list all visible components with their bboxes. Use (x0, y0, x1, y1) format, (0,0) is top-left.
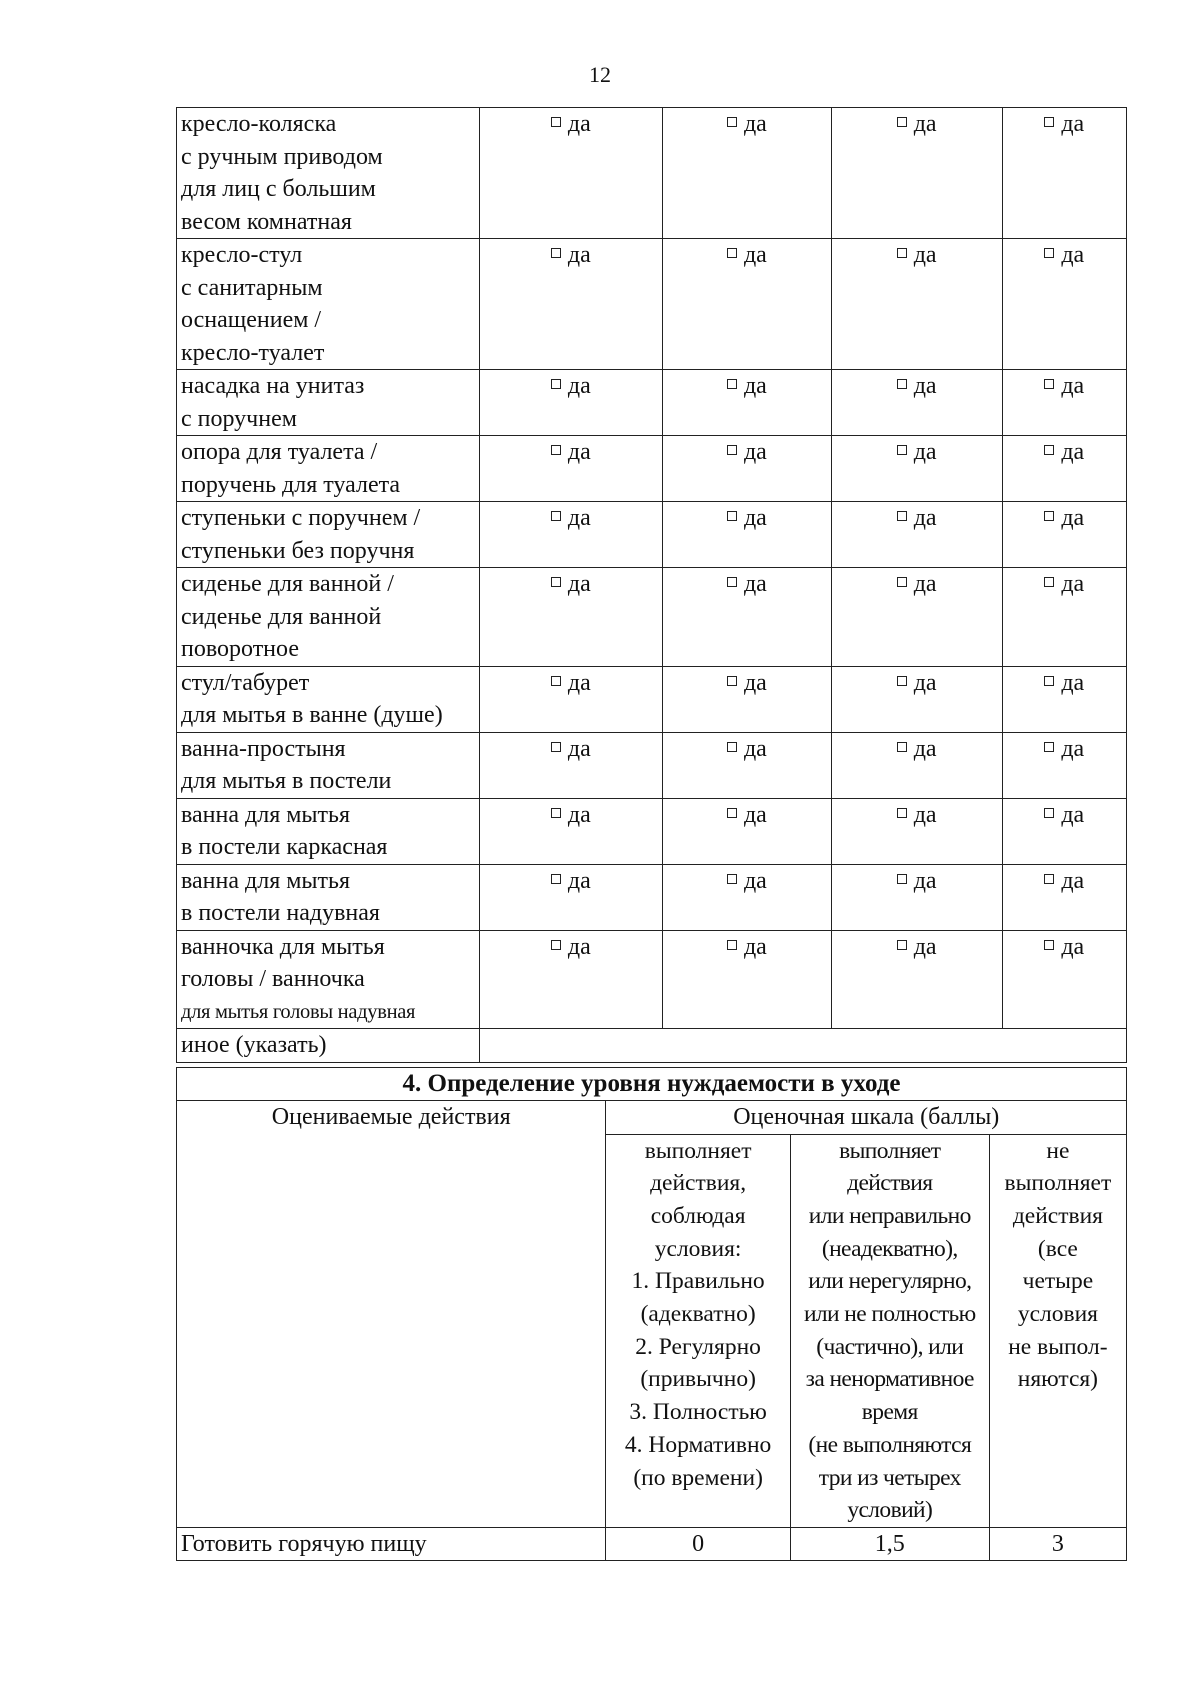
option-label: да (567, 242, 591, 268)
aid-row (177, 436, 1127, 502)
option-label: да (913, 571, 937, 597)
aid-name (177, 370, 480, 436)
aid-row (177, 732, 1127, 798)
aid-name-line: в постели каркасная (181, 834, 388, 860)
checkbox-icon[interactable] (551, 808, 561, 818)
option-cell (831, 436, 1002, 502)
aid-row (177, 666, 1127, 732)
aid-name-line: стул/табурет (181, 669, 310, 696)
option-cell (831, 370, 1002, 436)
scale-line: (неадекватно), (821, 1235, 958, 1262)
checkbox-icon[interactable] (897, 511, 907, 521)
scale-line: за ненормативное (805, 1366, 974, 1393)
option-label: да (743, 933, 767, 960)
option-label: да (1061, 933, 1085, 960)
aid-name (177, 436, 480, 502)
scale-line: (не выполняются (808, 1431, 972, 1458)
checkbox-icon[interactable] (551, 940, 561, 950)
option-cell (479, 239, 662, 370)
checkbox-icon[interactable] (1044, 742, 1054, 752)
option-label: да (913, 669, 937, 696)
checkbox-icon[interactable] (1044, 117, 1054, 127)
checkbox-icon[interactable] (1044, 511, 1054, 521)
option-label: да (567, 505, 591, 531)
checkbox-icon[interactable] (727, 874, 737, 884)
option-cell (831, 732, 1002, 798)
option-cell (479, 732, 662, 798)
checkbox-icon[interactable] (1044, 445, 1054, 455)
aid-name (177, 666, 480, 732)
aid-name-line: с поручнем (181, 405, 297, 432)
scale-line: выполняет (1004, 1170, 1112, 1197)
option-cell (663, 239, 832, 370)
aid-name-line: с санитарным (181, 274, 323, 301)
section-title: 4. Определение уровня нуждаемости в уходе (177, 1068, 1127, 1101)
checkbox-icon[interactable] (1044, 874, 1054, 884)
other-specify-field[interactable] (479, 1029, 1126, 1063)
score-cell: 3 (989, 1527, 1126, 1561)
option-label: да (913, 373, 937, 399)
checkbox-icon[interactable] (897, 940, 907, 950)
option-cell (1002, 930, 1126, 1029)
aid-row (177, 798, 1127, 864)
option-cell (1002, 798, 1126, 864)
scale-line: действия (847, 1170, 933, 1197)
scale-line: (адекватно) (640, 1301, 756, 1328)
aid-name-line: в постели надувная (181, 900, 380, 926)
option-cell (1002, 436, 1126, 502)
scale-column-0 (606, 1134, 790, 1527)
checkbox-icon[interactable] (897, 117, 907, 127)
option-label: да (1061, 439, 1085, 465)
aid-row (177, 568, 1127, 667)
option-cell (479, 568, 662, 667)
option-cell (831, 239, 1002, 370)
scale-line: (привычно) (640, 1366, 756, 1393)
aid-name-line: насадка на унитаз (181, 373, 365, 399)
option-label: да (743, 505, 767, 531)
other-label: иное (указать) (177, 1029, 480, 1063)
aid-name-line: кресло-коляска (181, 111, 337, 137)
option-label: да (567, 867, 591, 894)
option-label: да (567, 373, 591, 399)
option-label: да (567, 111, 591, 137)
option-label: да (1061, 801, 1085, 828)
checkbox-icon[interactable] (551, 577, 561, 587)
aid-name-line: опора для туалета / (181, 439, 378, 465)
aid-name-line: головы / ванночка (181, 966, 365, 992)
scale-line: 3. Полностью (629, 1399, 767, 1426)
option-cell (831, 864, 1002, 930)
aid-row (177, 502, 1127, 568)
option-cell (831, 502, 1002, 568)
scale-line: условия (1017, 1301, 1098, 1328)
option-cell (1002, 108, 1126, 239)
technical-aids-table (176, 107, 1127, 1063)
aid-name (177, 502, 480, 568)
option-cell (479, 370, 662, 436)
option-label: да (743, 735, 767, 762)
option-label: да (913, 801, 937, 828)
option-cell (663, 568, 832, 667)
option-label: да (913, 111, 937, 137)
option-label: да (913, 505, 937, 531)
option-label: да (1061, 242, 1085, 268)
checkbox-icon[interactable] (727, 577, 737, 587)
option-cell (479, 108, 662, 239)
checkbox-icon[interactable] (897, 874, 907, 884)
aid-row (177, 239, 1127, 370)
option-label: да (1061, 735, 1085, 762)
aid-name-line: ступеньки без поручня (181, 537, 415, 564)
checkbox-icon[interactable] (897, 445, 907, 455)
option-label: да (743, 439, 767, 465)
option-cell (663, 666, 832, 732)
scale-line: выполняет (839, 1137, 941, 1164)
checkbox-icon[interactable] (1044, 676, 1054, 686)
option-cell (479, 666, 662, 732)
checkbox-icon[interactable] (551, 511, 561, 521)
aid-name-line: с ручным приводом (181, 143, 383, 170)
aid-name-line: ванна-простыня (181, 735, 346, 762)
option-label: да (567, 439, 591, 465)
option-label: да (567, 669, 591, 696)
scale-line: действия, (650, 1170, 747, 1197)
aid-name (177, 930, 480, 1029)
option-label: да (743, 111, 767, 137)
option-cell (1002, 864, 1126, 930)
checkbox-icon[interactable] (727, 676, 737, 686)
option-label: да (1061, 867, 1085, 894)
checkbox-icon[interactable] (897, 808, 907, 818)
scale-line: или нерегулярно, (808, 1268, 972, 1295)
checkbox-icon[interactable] (1044, 379, 1054, 389)
option-cell (831, 666, 1002, 732)
scale-line: условий) (847, 1497, 933, 1524)
scale-line: 1. Правильно (631, 1268, 765, 1295)
checkbox-icon[interactable] (897, 577, 907, 587)
aid-name (177, 239, 480, 370)
checkbox-icon[interactable] (727, 379, 737, 389)
aid-name (177, 568, 480, 667)
option-label: да (1061, 111, 1085, 137)
option-cell (831, 798, 1002, 864)
option-label: да (743, 867, 767, 894)
option-label: да (913, 242, 937, 268)
option-label: да (567, 571, 591, 597)
aid-name-line: для лиц с большим (181, 176, 376, 202)
scale-line: или неправильно (808, 1202, 971, 1229)
option-cell (1002, 666, 1126, 732)
aid-row (177, 864, 1127, 930)
option-cell (663, 930, 832, 1029)
checkbox-icon[interactable] (897, 379, 907, 389)
option-label: да (1061, 505, 1085, 531)
checkbox-icon[interactable] (727, 940, 737, 950)
aid-name-line: сиденье для ванной (181, 603, 382, 630)
option-label: да (913, 735, 937, 762)
aid-name-line: сиденье для ванной / (181, 571, 394, 597)
aid-name-line: ванна для мытья (181, 867, 351, 894)
option-cell (1002, 568, 1126, 667)
actions-header: Оцениваемые действия (177, 1101, 606, 1528)
aid-name (177, 864, 480, 930)
aid-name (177, 108, 480, 239)
aid-name-line: для мытья в ванне (душе) (181, 702, 443, 728)
checkbox-icon[interactable] (551, 874, 561, 884)
scale-line: выполняет (644, 1137, 752, 1164)
option-cell (479, 864, 662, 930)
care-header-row (177, 1101, 1127, 1135)
aid-name-line: поворотное (181, 636, 299, 662)
option-cell (663, 436, 832, 502)
aid-name-line: ступеньки с поручнем / (181, 505, 421, 531)
option-cell (1002, 370, 1126, 436)
checkbox-icon[interactable] (551, 248, 561, 258)
option-label: да (567, 933, 591, 960)
aid-name-line: ванна для мытья (181, 801, 351, 828)
checkbox-icon[interactable] (1044, 940, 1054, 950)
checkbox-icon[interactable] (551, 676, 561, 686)
aid-name-line: весом комнатная (181, 208, 352, 235)
checkbox-icon[interactable] (727, 117, 737, 127)
scale-line: время (861, 1399, 918, 1426)
aid-row (177, 108, 1127, 239)
option-label: да (567, 735, 591, 762)
scale-line: действия (1012, 1202, 1103, 1229)
checkbox-icon[interactable] (551, 742, 561, 752)
option-cell (663, 502, 832, 568)
option-cell (663, 370, 832, 436)
scale-line: четыре (1022, 1268, 1094, 1295)
scale-line: няются) (1017, 1366, 1099, 1393)
checkbox-icon[interactable] (1044, 808, 1054, 818)
checkbox-icon[interactable] (897, 248, 907, 258)
option-label: да (743, 801, 767, 828)
checkbox-icon[interactable] (1044, 248, 1054, 258)
aid-name-line: кресло-стул (181, 242, 303, 268)
scale-column-2 (989, 1134, 1126, 1527)
checkbox-icon[interactable] (727, 742, 737, 752)
checkbox-icon[interactable] (897, 742, 907, 752)
option-cell (479, 798, 662, 864)
scale-header: Оценочная шкала (баллы) (606, 1101, 1127, 1135)
option-cell (663, 798, 832, 864)
option-cell (479, 502, 662, 568)
checkbox-icon[interactable] (727, 808, 737, 818)
checkbox-icon[interactable] (1044, 577, 1054, 587)
option-label: да (913, 439, 937, 465)
option-cell (663, 108, 832, 239)
aid-name-line: ванночка для мытья (181, 933, 385, 960)
score-cell: 0 (606, 1527, 790, 1561)
option-label: да (913, 933, 937, 960)
aid-row (177, 930, 1127, 1029)
aid-name-line: для мытья в постели (181, 768, 392, 794)
scale-line: не выпол- (1008, 1333, 1108, 1360)
score-cell: 1,5 (790, 1527, 989, 1561)
option-label: да (743, 242, 767, 268)
action-name: Готовить горячую пищу (177, 1527, 606, 1561)
aid-name-line: для мытья головы надувная (181, 1000, 416, 1023)
option-cell (663, 864, 832, 930)
scale-line: соблюдая (650, 1202, 746, 1229)
checkbox-icon[interactable] (551, 379, 561, 389)
aid-name (177, 732, 480, 798)
section-title-row (177, 1068, 1127, 1101)
aid-row-other (177, 1029, 1127, 1063)
scale-column-1 (790, 1134, 989, 1527)
option-label: да (743, 669, 767, 696)
option-cell (831, 568, 1002, 667)
checkbox-icon[interactable] (727, 445, 737, 455)
option-cell (1002, 502, 1126, 568)
option-label: да (743, 571, 767, 597)
option-label: да (1061, 571, 1085, 597)
care-action-row (177, 1527, 1127, 1561)
checkbox-icon[interactable] (551, 445, 561, 455)
aid-name-line: оснащением / (181, 307, 322, 333)
aid-name-line: кресло-туалет (181, 339, 325, 366)
option-cell (831, 108, 1002, 239)
checkbox-icon[interactable] (897, 676, 907, 686)
scale-line: или не полностью (803, 1301, 976, 1328)
option-label: да (743, 373, 767, 399)
checkbox-icon[interactable] (727, 248, 737, 258)
scale-line: условия: (654, 1235, 742, 1262)
option-cell (479, 436, 662, 502)
scale-line: не (1046, 1137, 1070, 1164)
scale-line: 2. Регулярно (635, 1333, 761, 1360)
option-cell (1002, 239, 1126, 370)
option-cell (663, 732, 832, 798)
checkbox-icon[interactable] (727, 511, 737, 521)
scale-line: (все (1037, 1235, 1078, 1262)
option-label: да (913, 867, 937, 894)
option-label: да (1061, 669, 1085, 696)
checkbox-icon[interactable] (551, 117, 561, 127)
aid-name (177, 798, 480, 864)
option-cell (1002, 732, 1126, 798)
scale-line: три из четырех (818, 1464, 961, 1491)
scale-line: (частично), или (816, 1333, 964, 1360)
option-cell (479, 930, 662, 1029)
care-need-table (176, 1067, 1127, 1561)
option-cell (831, 930, 1002, 1029)
option-label: да (567, 801, 591, 828)
aid-row (177, 370, 1127, 436)
scale-line: 4. Нормативно (624, 1431, 772, 1458)
scale-line: (по времени) (633, 1464, 763, 1491)
option-label: да (1061, 373, 1085, 399)
page-number: 12 (589, 62, 611, 87)
aid-name-line: поручень для туалета (181, 471, 401, 498)
